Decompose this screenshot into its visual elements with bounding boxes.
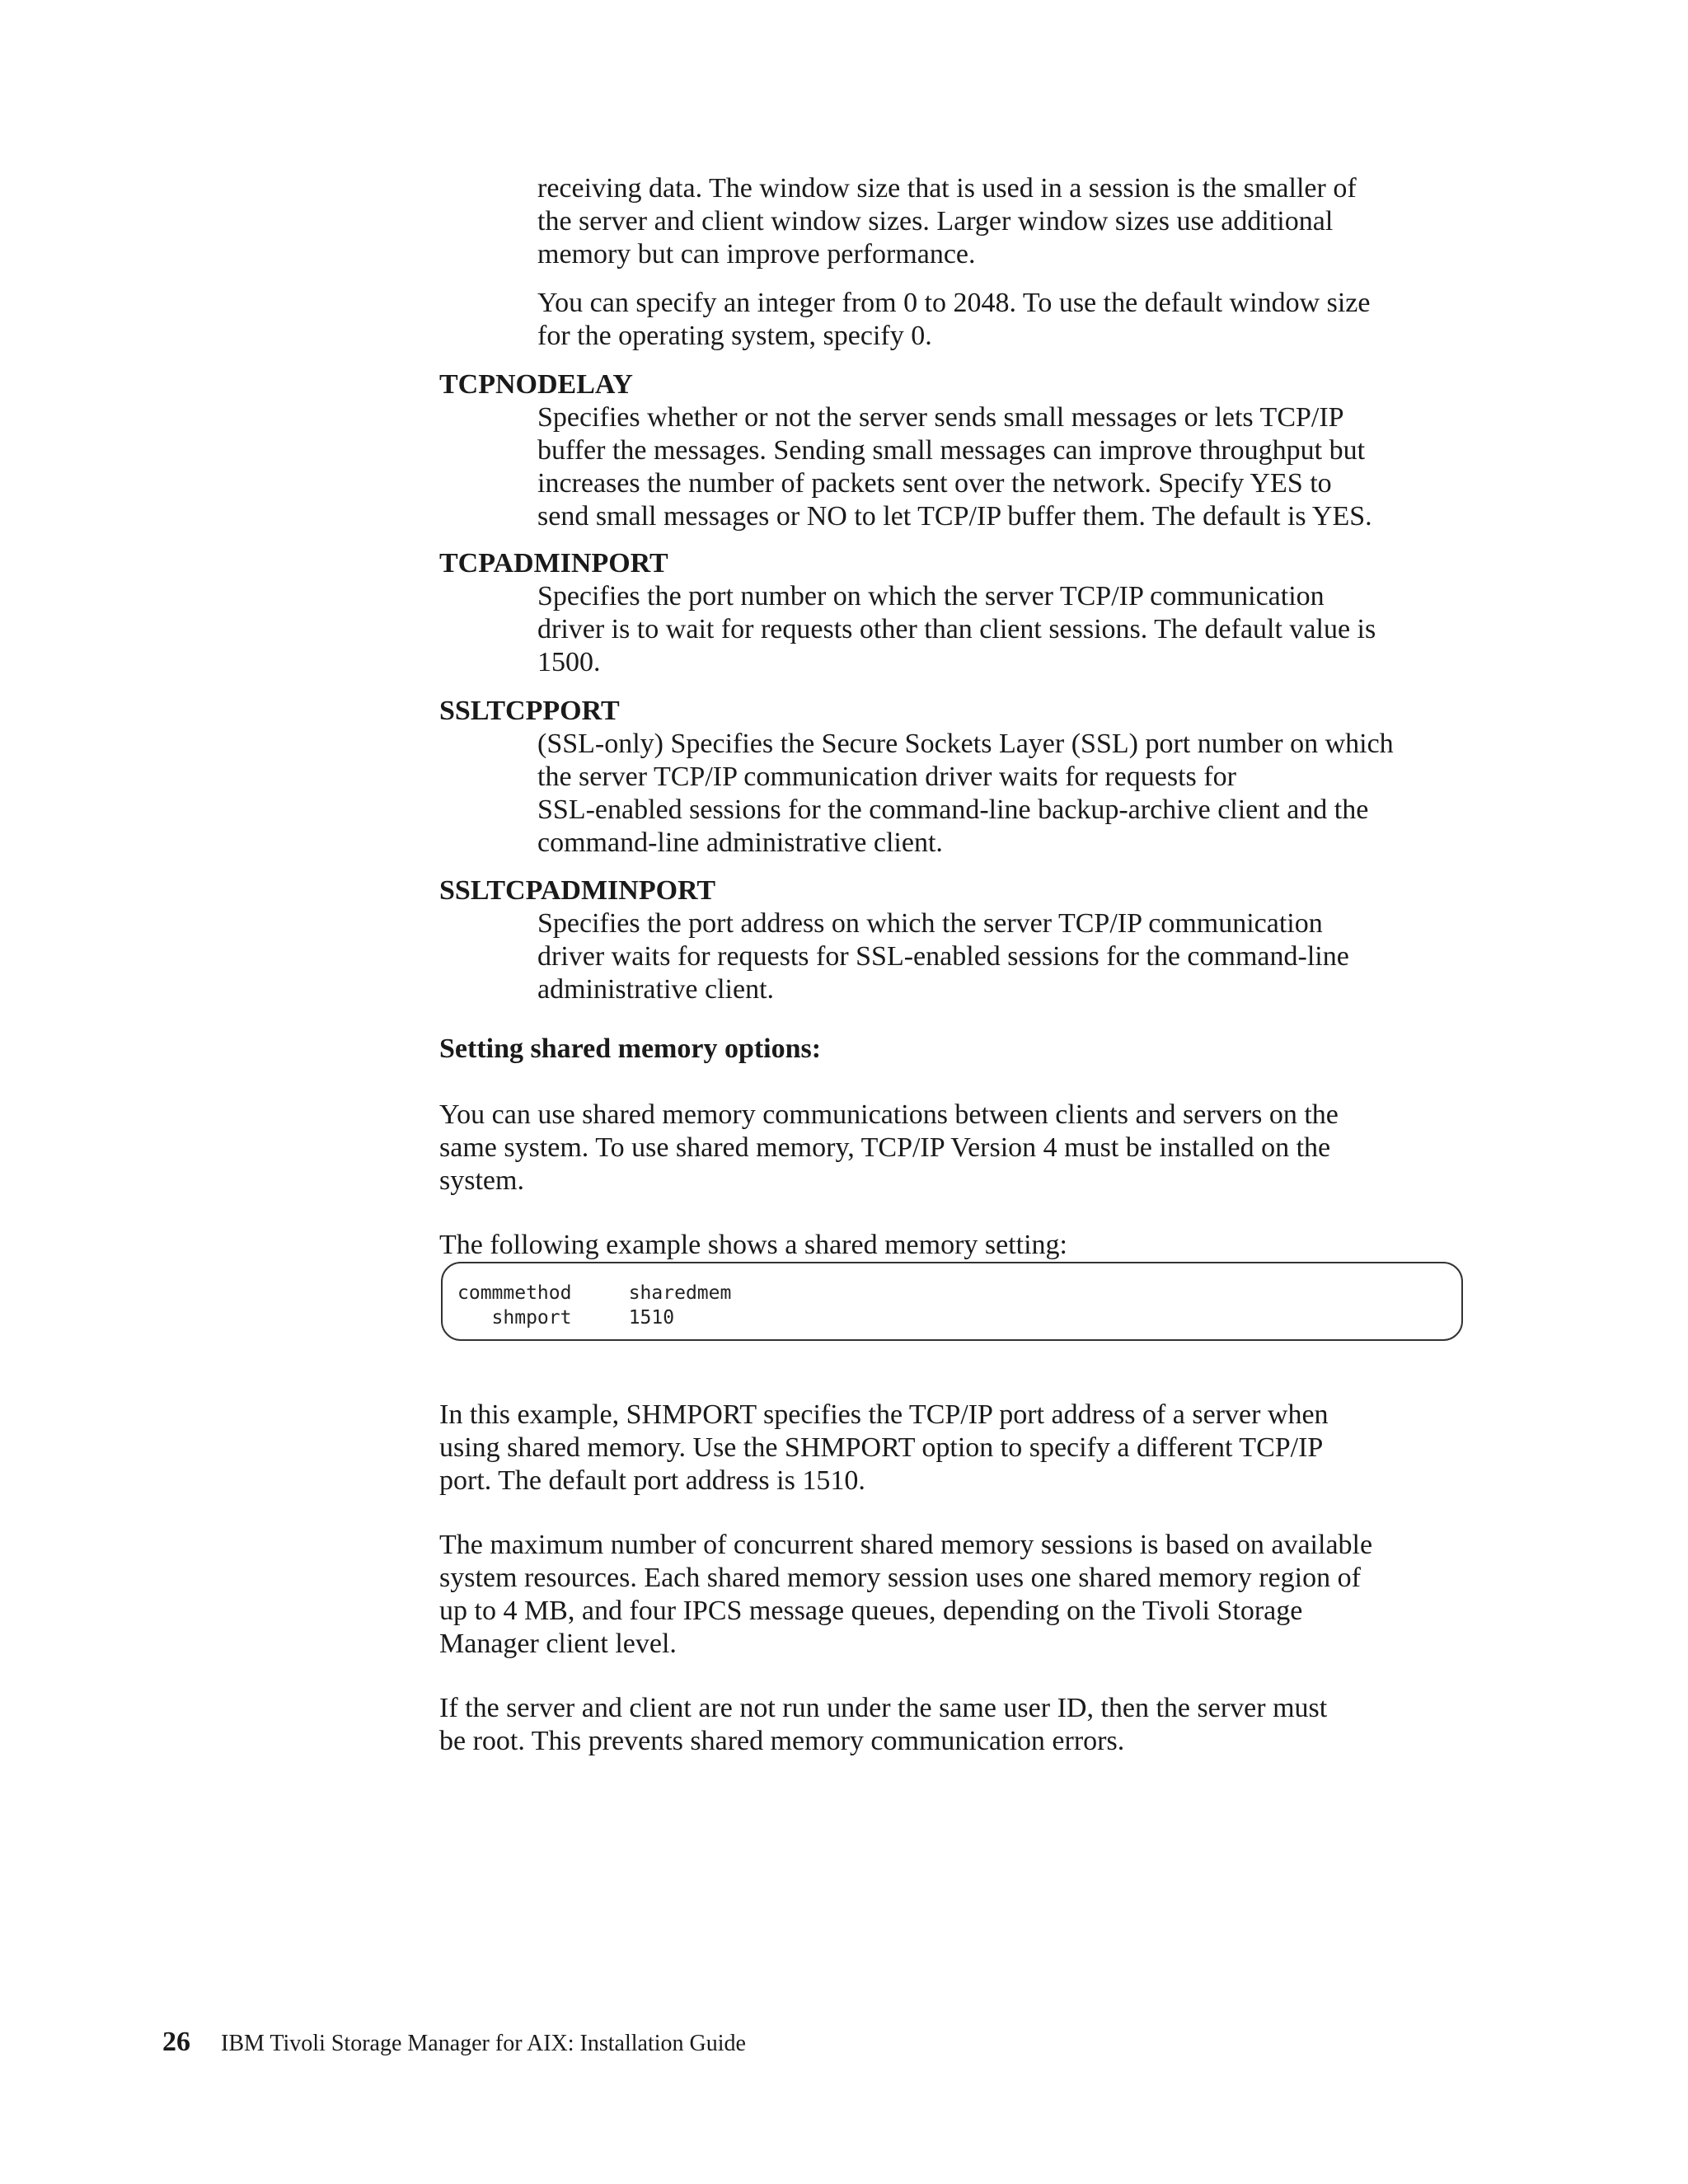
text-line: buffer the messages. Sending small messages can improve throughput but bbox=[537, 435, 1366, 466]
text-line: be root. This prevents shared memory communication errors. bbox=[439, 1726, 1125, 1756]
text-line: (SSL-only) Specifies the Secure Sockets Layer (SSL) port number on which bbox=[537, 729, 1394, 759]
page-footer bbox=[162, 2026, 746, 2060]
text-line: Specifies the port address on which the server TCP/IP communication bbox=[537, 908, 1323, 939]
text-line: command-line administrative client. bbox=[537, 827, 943, 858]
text-line: send small messages or NO to let TCP/IP buffer them. The default is YES. bbox=[537, 501, 1372, 532]
text-line: memory but can improve performance. bbox=[537, 239, 976, 269]
shared-memory-intro bbox=[439, 1099, 1471, 1197]
text-line: increases the number of packets sent over the network. Specify YES to bbox=[537, 468, 1332, 499]
text-line: system. bbox=[439, 1165, 524, 1196]
text-line: port. The default port address is 1510. bbox=[439, 1465, 865, 1496]
window-size-range-paragraph bbox=[537, 287, 1469, 353]
shmport-explanation bbox=[439, 1399, 1471, 1497]
text-line: Specifies whether or not the server sends small messages or lets TCP/IP bbox=[537, 402, 1344, 433]
text-line: the server and client window sizes. Larger window sizes use additional bbox=[537, 206, 1334, 237]
text-line: You can use shared memory communications between clients and servers on the bbox=[439, 1099, 1339, 1130]
ssltcpport-description bbox=[537, 728, 1469, 860]
term-tcpadminport: TCPADMINPORT bbox=[439, 548, 668, 579]
text-line: for the operating system, specify 0. bbox=[537, 321, 932, 351]
term-tcpnodelay: TCPNODELAY bbox=[439, 369, 633, 400]
max-sessions-paragraph bbox=[439, 1529, 1471, 1661]
text-line: driver is to wait for requests other than client sessions. The default value is bbox=[537, 614, 1376, 644]
term-ssltcpadminport: SSLTCPADMINPORT bbox=[439, 875, 716, 906]
ssltcpadminport-description bbox=[537, 907, 1469, 1006]
text-line: up to 4 MB, and four IPCS message queues, depending on the Tivoli Storage bbox=[439, 1596, 1303, 1626]
term-ssltcpport: SSLTCPPORT bbox=[439, 696, 620, 726]
text-line: receiving data. The window size that is used in a session is the smaller of bbox=[537, 173, 1357, 204]
root-note-paragraph bbox=[439, 1692, 1471, 1758]
page-number: 26 bbox=[162, 2027, 190, 2057]
text-line: the server TCP/IP communication driver waits for requests for bbox=[537, 762, 1236, 792]
text-line: The maximum number of concurrent shared memory sessions is based on available bbox=[439, 1530, 1373, 1560]
text-line: If the server and client are not run under the same user ID, then the server must bbox=[439, 1693, 1328, 1723]
text-line: You can specify an integer from 0 to 2048. To use the default window size bbox=[537, 288, 1371, 318]
tcpnodelay-description bbox=[537, 401, 1469, 533]
code-example-box bbox=[441, 1262, 1463, 1341]
text-line: SSL-enabled sessions for the command-line backup-archive client and the bbox=[537, 794, 1369, 825]
text-line: system resources. Each shared memory session uses one shared memory region of bbox=[439, 1563, 1361, 1593]
tcpadminport-description bbox=[537, 580, 1469, 679]
text-line: same system. To use shared memory, TCP/IP Version 4 must be installed on the bbox=[439, 1132, 1331, 1163]
text-line: Specifies the port number on which the server TCP/IP communication bbox=[537, 581, 1325, 612]
section-heading: Setting shared memory options: bbox=[439, 1033, 822, 1064]
text-line: using shared memory. Use the SHMPORT option to specify a different TCP/IP bbox=[439, 1432, 1324, 1463]
footer-title: IBM Tivoli Storage Manager for AIX: Installation Guide bbox=[221, 2031, 746, 2056]
text-line: In this example, SHMPORT specifies the TCP/IP port address of a server when bbox=[439, 1399, 1329, 1430]
text-line: driver waits for requests for SSL-enabled sessions for the command-line bbox=[537, 941, 1349, 972]
example-intro bbox=[439, 1229, 1471, 1262]
code-line: commmethod sharedmem bbox=[457, 1282, 732, 1304]
text-line: The following example shows a shared memory setting: bbox=[439, 1230, 1067, 1260]
code-line: shmport 1510 bbox=[457, 1307, 675, 1329]
text-line: 1500. bbox=[537, 647, 601, 677]
window-size-paragraph bbox=[537, 172, 1469, 271]
text-line: Manager client level. bbox=[439, 1629, 677, 1659]
text-line: administrative client. bbox=[537, 974, 775, 1005]
